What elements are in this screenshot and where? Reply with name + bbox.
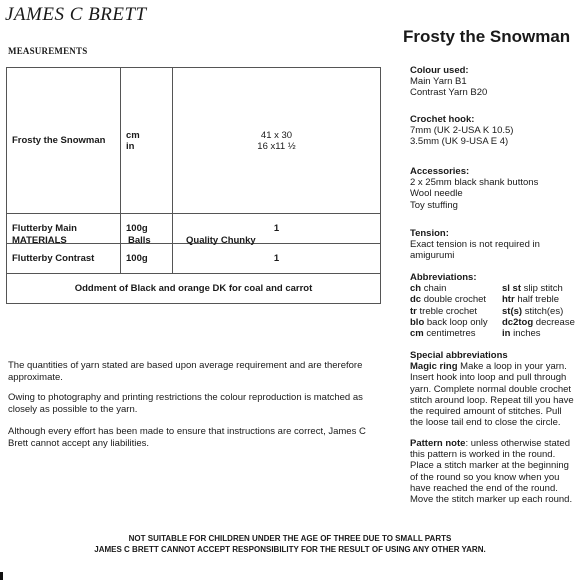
measurements-materials-table <box>6 67 381 304</box>
oddment-note: Oddment of Black and orange DK for coal and carrot <box>7 274 381 304</box>
magic-ring-label: Magic ring <box>410 361 458 373</box>
measurement-units-cell <box>121 68 173 214</box>
abbreviation-item <box>410 328 502 339</box>
abbreviation-text: stitch(es) <box>524 305 564 317</box>
materials-row-qty: 1 <box>173 244 381 274</box>
abbreviation-item <box>502 294 578 305</box>
unit-in: in <box>126 140 135 152</box>
abbreviation-code: st(s) <box>502 305 523 317</box>
materials-row-weight: 100g <box>121 244 173 274</box>
colour-line: Main Yarn B1 <box>410 76 467 88</box>
pattern-note-section <box>410 438 575 505</box>
note-colour: Owing to photography and printing restrictions the colour reproduction is matched as closely as possible to the yarn. <box>8 392 363 415</box>
accessories-section <box>410 166 575 211</box>
accessories-line: 2 x 25mm black shank buttons <box>410 177 539 189</box>
abbreviations-list <box>410 283 575 339</box>
abbreviation-item <box>502 317 578 328</box>
footer-warning <box>0 533 580 555</box>
abbreviation-code: blo <box>410 316 425 328</box>
abbreviation-item <box>502 328 578 339</box>
page-edge-mark <box>0 572 3 580</box>
abbreviation-code: tr <box>410 305 417 317</box>
materials-row-weight: 100g <box>121 214 173 244</box>
value-cm: 41 x 30 <box>260 129 293 141</box>
tension-heading: Tension: <box>410 228 449 239</box>
abbreviation-text: half treble <box>517 294 560 306</box>
abbreviation-item <box>410 317 502 328</box>
abbreviations-section <box>410 272 575 339</box>
hook-section <box>410 114 575 148</box>
brand-logo: JAMES C BRETT <box>5 4 147 25</box>
abbreviation-code: ch <box>410 283 422 295</box>
abbreviation-item <box>410 306 502 317</box>
measurement-values-cell <box>173 68 381 214</box>
materials-header-quality: Quality Chunky <box>186 235 256 246</box>
materials-row-name: Flutterby Contrast <box>7 244 121 274</box>
abbreviation-item <box>410 283 502 294</box>
abbreviation-code: htr <box>502 294 515 306</box>
colour-line: Contrast Yarn B20 <box>410 87 488 99</box>
measurements-heading: MEASUREMENTS <box>8 46 88 56</box>
abbreviation-code: dc <box>410 294 422 306</box>
abbreviation-text: centimetres <box>426 328 476 340</box>
unit-cm: cm <box>126 129 140 141</box>
abbreviation-item <box>502 283 578 294</box>
abbreviation-text: slip stitch <box>523 283 563 295</box>
materials-header-label: MATERIALS <box>12 235 67 246</box>
abbreviation-text: decrease <box>535 316 575 328</box>
abbreviation-code: dc2tog <box>502 316 534 328</box>
footer-line: NOT SUITABLE FOR CHILDREN UNDER THE AGE OF THREE DUE TO SMALL PARTS <box>128 534 452 543</box>
special-abbreviations-section <box>410 350 575 428</box>
tension-text: Exact tension is not required in amigurumi <box>410 239 540 262</box>
special-abbreviations-heading: Special abbreviations <box>410 350 508 361</box>
abbreviations-heading: Abbreviations: <box>410 272 477 283</box>
accessories-line: Wool needle <box>410 188 463 200</box>
abbreviation-code: in <box>502 328 511 340</box>
magic-ring-text: Make a loop in your yarn. Insert hook into loop and pull through yarn. Complete normal double crochet stitch around loop. Repeat till you have the required amount of stitches. Pull the loose tail end to close the circle. <box>410 361 574 429</box>
table-row <box>7 244 381 274</box>
note-quantities: The quantities of yarn stated are based upon average requirement and are therefore approximate. <box>8 360 363 383</box>
colour-section <box>410 65 575 99</box>
hook-heading: Crochet hook: <box>410 114 475 125</box>
abbreviation-item <box>502 306 578 317</box>
note-liability: Although every effort has been made to ensure that instructions are correct, James C Brett cannot accept any liabilities. <box>8 426 366 449</box>
materials-row-name: Flutterby Main <box>7 214 121 244</box>
hook-line: 3.5mm (UK 9-USA E 4) <box>410 136 509 148</box>
value-in: 16 x11 ½ <box>257 140 296 152</box>
abbreviation-code: sl st <box>502 283 522 295</box>
hook-line: 7mm (UK 2-USA K 10.5) <box>410 125 514 137</box>
abbreviation-text: inches <box>513 328 541 340</box>
abbreviation-text: chain <box>423 283 447 295</box>
accessories-line: Toy stuffing <box>410 199 458 211</box>
tension-section <box>410 228 560 262</box>
materials-header-balls: Balls <box>128 235 151 246</box>
abbreviation-text: double crochet <box>423 294 487 306</box>
footer-line: JAMES C BRETT CANNOT ACCEPT RESPONSIBILITY FOR THE RESULT OF USING ANY OTHER YARN. <box>94 545 486 554</box>
materials-row-qty: 1 <box>173 214 381 244</box>
abbreviation-text: back loop only <box>426 316 488 328</box>
abbreviation-item <box>410 294 502 305</box>
accessories-heading: Accessories: <box>410 166 470 177</box>
magic-ring-paragraph <box>410 361 575 428</box>
abbreviation-text: treble crochet <box>419 305 478 317</box>
abbreviation-code: cm <box>410 328 424 340</box>
measurement-item-cell: Frosty the Snowman <box>7 68 121 214</box>
pattern-note-text: : unless otherwise stated this pattern is worked in the round. Place a stitch marker at the beginning of the round so you know when you have reached the end of the round. Move the stitch marker up each round. <box>410 438 573 506</box>
pattern-note-label: Pattern note <box>410 438 466 449</box>
pattern-title: Frosty the Snowman <box>403 27 571 46</box>
colour-heading: Colour used: <box>410 65 469 76</box>
materials-header <box>12 235 256 246</box>
